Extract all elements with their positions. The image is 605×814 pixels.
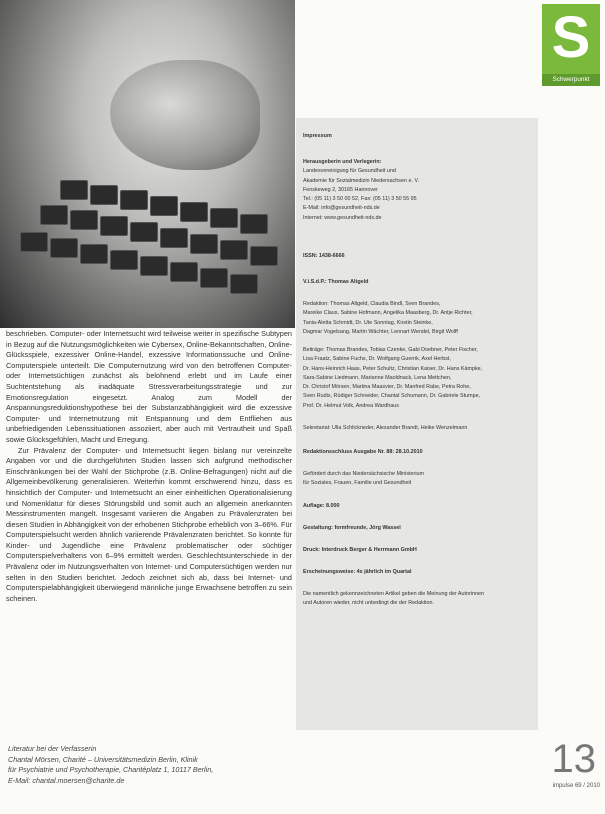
impressum-visdp: V.i.S.d.P.: Thomas Altgeld (303, 279, 369, 285)
logo-caption: Schwerpunkt (542, 74, 600, 86)
impressum-beitraege: Beiträge: Thomas Brandes, Tobias Czenke, Gabi Doebner, Peter Fischer, Lisa Fraatz, Sabine Fuchs, Dr. Wolfgang Guerrik, Axel Herbst, Dr. Hans-Heinrich Haas, Peter Schultz, Christian Kaiser, Dr. Hans Kämpke, Sara-Sabine Liedmann, Marianne Maoldnack, Lena Mettchen, Dr. Christof Mörsen, Martina Maasvier, Dr. Manfred Rabe, Petra Rohe, Sven Rudix, Rüdiger Schneider, Chantal Schumann, Dr. Gabriele Stumpe, Prof. Dr. Helmut Volk, Andrea Wardhaus (303, 347, 483, 409)
impressum-title: Impressum (303, 133, 332, 139)
impressum-gestaltung: Gestaltung: formfreunde, Jörg Wassel (303, 525, 401, 531)
keyboard-hand-photo (0, 0, 295, 328)
article-paragraph-2: Zur Prävalenz der Computer- und Internetsucht liegen bislang nur vereinzelte Angaben vor und die durchgeführten Studien lassen sich aufgrund methodischer Einschränkungen bei der Wahl der Stichprobe (z.B. Online-Befragungen) nicht auf die Allgemeinbevölkerung generalisieren. Weiterhin kommt erschwerend hinzu, dass es hinsichtlich der Computer- und Internetsucht an einer einheitlichen Operationalisierung und Nomenklatur für dieses Störungsbild und somit auch an allgemein anerkannten Messinstrumenten mangelt. Insgesamt variieren die Angaben zu Prävalenzraten bei diesen Studien in Abhängigkeit von der erhobenen Stichprobe erheblich von 3–66%. Für Computerspielsucht werden ähnlich variierende Prävalenzraten berichtet. So konnte für Kinder- und Jugendliche eine Prävalenz problematischer oder süchtiger Computerspielverhaltens von 6–9% ermittelt werden. Geschlechtsunterschiede in der Prävalenz oder im Nutzungsverhalten von Internet- und Computersüchtigen werden nur selten in den Studien berichtet. Jedoch zeichnet sich ab, dass bei Internet- und Computerspielabhängigkeit überwiegend männliche junge Erwachsene betroffen zu sein scheinen. (6, 445, 292, 603)
impressum-redaktionsschluss: Redaktionsschluss Ausgabe Nr. 88: 28.10.2010 (303, 449, 423, 455)
journal-name: impulse 69 / 2010 (552, 783, 600, 789)
schwerpunkt-logo (542, 4, 600, 84)
author-line: E-Mail: chantal.moersen@charite.de (8, 775, 125, 785)
impressum-publisher: Herausgeberin und Verlegerin: Landesvereinigung für Gesundheit und Akademie für Sozialmedizin Niedersachsen e. V. Fenskeweg 2, 30165 Hannover Tel.: (05 11) 3 50 00 52, Fax: (05 11) 3 50 55 95 E-Mail: info@gesundheit-nds.de Internet: www.gesundheit-nds.de (303, 159, 420, 221)
article-paragraph-1: beschrieben. Computer- oder Internetsucht wird teilweise weiter in spezifische Subtypen in Bezug auf die Nutzungsmöglichkeiten wie Cybersex, Online-Bekanntschaften, Online-Glücksspiele, exzessiver Online-Handel, exzessive Informationssuche und Online-Computerspiele unterteilt. Die Computernutzung wird von den betroffenen Computer- oder Internetsüchtigen zunächst als belohnend erlebt und im Laufe einer Suchtentstehung als inadäquate Stressverarbeitungsstrategie und zur Emotionsregulation eingesetzt. Analog zum Modell der Anspannungsreduktionshypothese bei der Substanzabhängigkeit wird die exzessive Computer- und Internetnutzung mit Entspannung und dem Entfliehen aus unbefriedigenden Lebenssituationen assoziiert, aber auch mit Vertrautheit und Spaß sowie Glücksgefühlen, Macht und Erregung. (6, 329, 292, 444)
logo-letter: S (551, 5, 591, 70)
impressum-sekretariat: Sekretariat: Ulla Schlickrieder, Alexander Brandt, Heike Wenzelmann (303, 425, 468, 431)
author-block (8, 744, 293, 786)
impressum-erscheinung: Erscheinungsweise: 4x jährlich im Quartal (303, 569, 412, 575)
impressum-disclaimer: Die namentlich gekennzeichneten Artikel geben die Meinung der Autorinnen und Autoren wieder, nicht unbedingt die der Redaktion. (303, 591, 485, 607)
impressum-gefoerdert: Gefördert durch das Niedersächsische Ministerium für Soziales, Frauen, Familie und Gesundheit (303, 471, 425, 487)
impressum-redaktion: Redaktion: Thomas Altgeld, Claudia Bindl, Sven Brandes, Mareike Claus, Sabine Hofmann, Angelika Maasberg, Dr. Antje Richter, Tania-Aletta Schmidt, Dr. Ute Sonntag, Kirstin Steinke, Dagmar Vogelsang, Martin Wächter, Lennart Wendel, Birgit Wolff (303, 301, 473, 335)
article-body (6, 329, 292, 604)
author-line: für Psychiatrie und Psychotherapie, Charitéplatz 1, 10117 Berlin, (8, 765, 214, 775)
author-line: Chantal Mörsen, Charité – Universitätsmedizin Berlin, Klinik (8, 754, 198, 764)
author-line: Literatur bei der Verfasserin (8, 744, 97, 753)
impressum-auflage: Auflage: 8.000 (303, 503, 340, 509)
impressum-druck: Druck: Interdruck Berger & Herrmann GmbH (303, 547, 417, 553)
page-number: 13 (551, 737, 596, 781)
impressum-issn: ISSN: 1438-6666 (303, 253, 345, 259)
